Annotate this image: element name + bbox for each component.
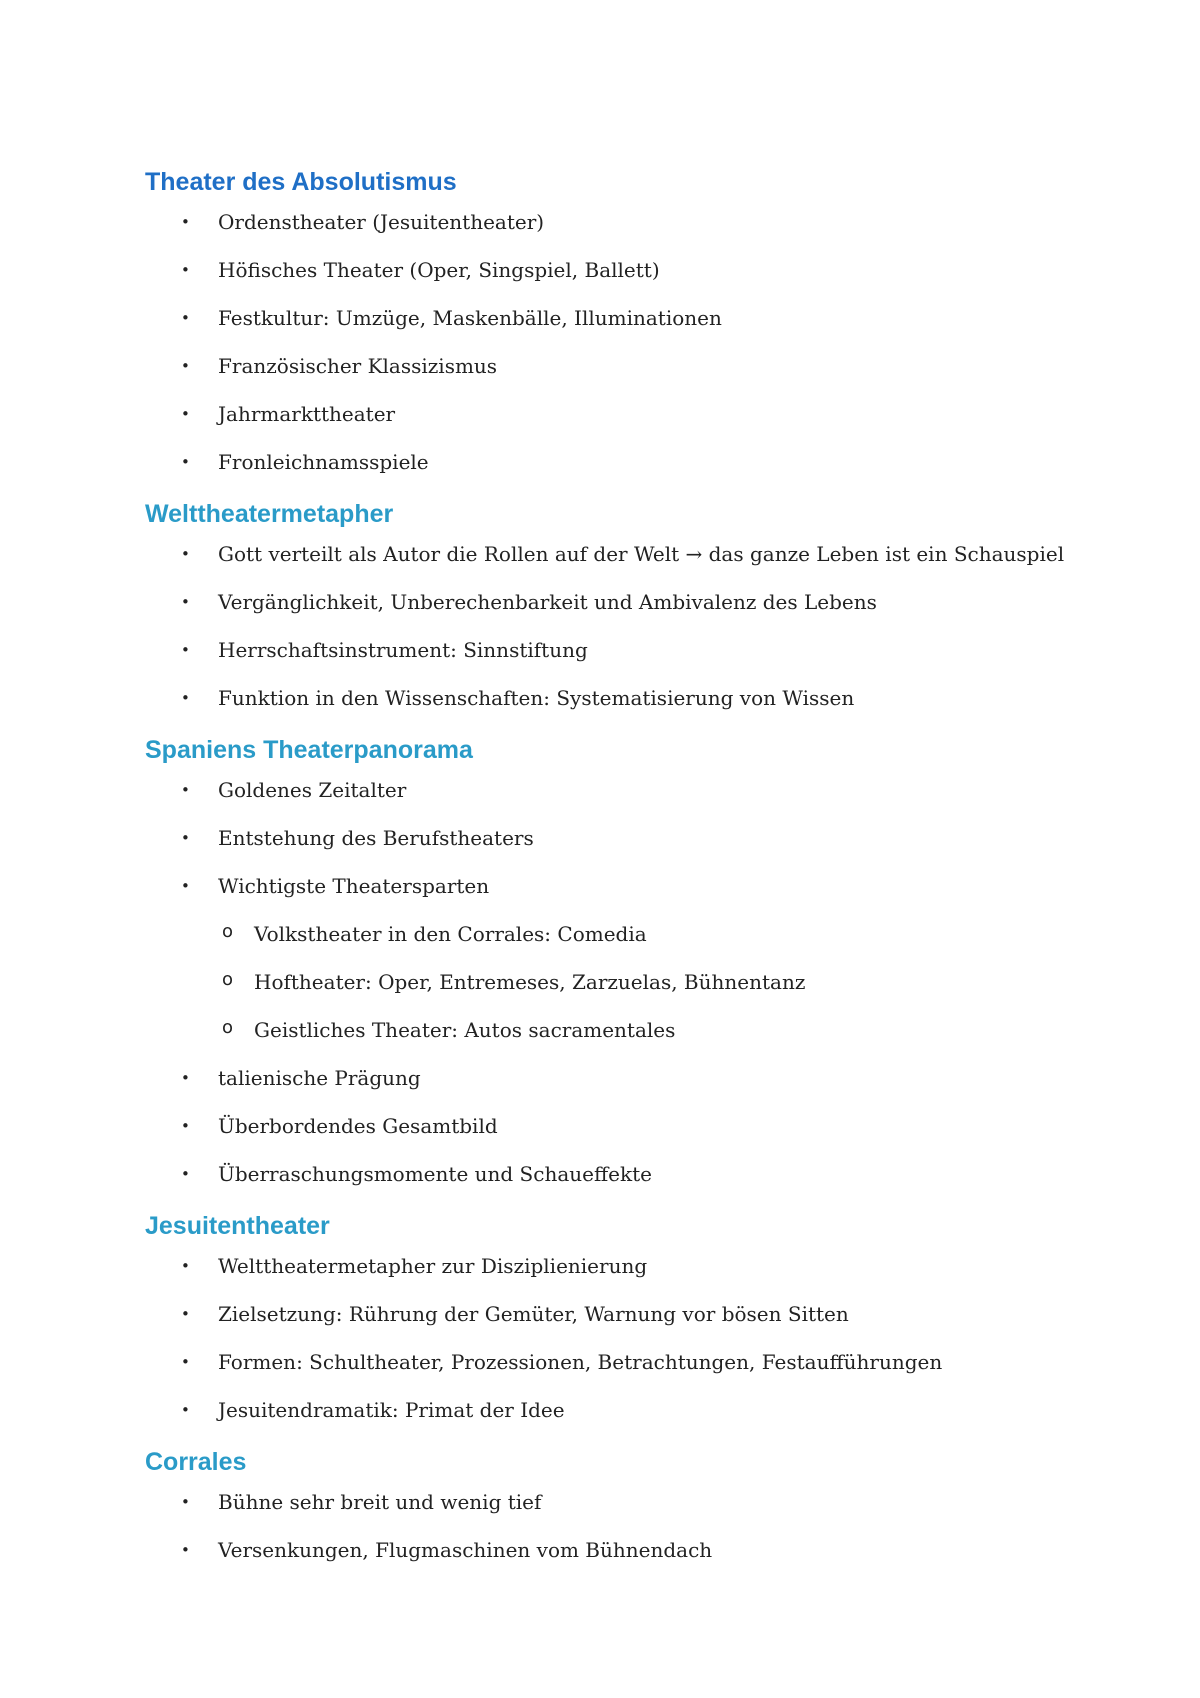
list-item	[145, 294, 1105, 342]
bullet-icon: •	[181, 1353, 190, 1371]
list-item	[145, 1386, 1105, 1434]
bullet-icon: •	[181, 545, 190, 563]
bullet-list	[145, 198, 1105, 486]
bullet-icon: •	[181, 1493, 190, 1511]
list-item	[145, 198, 1105, 246]
list-item	[145, 1338, 1105, 1386]
bullet-list	[145, 530, 1105, 722]
list-item	[145, 1526, 1105, 1574]
list-item-text: Entstehung des Berufstheaters	[218, 826, 534, 850]
list-item-text: Französischer Klassizismus	[218, 354, 498, 378]
list-item	[145, 438, 1105, 486]
list-item	[145, 342, 1105, 390]
bullet-icon: •	[181, 213, 190, 231]
hollow-bullet-icon: o	[222, 921, 234, 942]
hollow-bullet-icon: o	[222, 1017, 234, 1038]
list-item	[145, 1150, 1105, 1198]
list-item	[145, 530, 1105, 578]
list-item	[145, 626, 1105, 674]
list-item-text: Formen: Schultheater, Prozessionen, Betrachtungen, Festaufführungen	[218, 1350, 943, 1374]
list-item-text: Überbordendes Gesamtbild	[218, 1114, 498, 1138]
section-heading: Spaniens Theaterpanorama	[145, 736, 473, 764]
list-item-text: Ordenstheater (Jesuitentheater)	[218, 210, 545, 234]
list-item-text: Wichtigste Theatersparten	[218, 874, 490, 898]
list-item-text: Festkultur: Umzüge, Maskenbälle, Illuminationen	[218, 306, 722, 330]
bullet-list	[145, 766, 1105, 1198]
list-item-text: Höfisches Theater (Oper, Singspiel, Ballett)	[218, 258, 660, 282]
bullet-icon: •	[181, 261, 190, 279]
list-item-text: Gott verteilt als Autor die Rollen auf der Welt → das ganze Leben ist ein Schauspiel	[218, 542, 1065, 566]
list-item	[145, 766, 1105, 814]
section	[145, 734, 1105, 1198]
section-heading: Theater des Absolutismus	[145, 168, 457, 196]
bullet-icon: •	[181, 593, 190, 611]
list-item-text: Überraschungsmomente und Schaueffekte	[218, 1162, 653, 1186]
list-item-text: Fronleichnamsspiele	[218, 450, 429, 474]
list-item	[145, 1478, 1105, 1526]
hollow-bullet-icon: o	[222, 969, 234, 990]
list-item-text: Zielsetzung: Rührung der Gemüter, Warnung vor bösen Sitten	[218, 1302, 849, 1326]
bullet-icon: •	[181, 357, 190, 375]
list-item	[145, 246, 1105, 294]
bullet-icon: •	[181, 641, 190, 659]
list-item	[145, 1242, 1105, 1290]
list-item-text: Funktion in den Wissenschaften: Systematisierung von Wissen	[218, 686, 855, 710]
bullet-icon: •	[181, 1117, 190, 1135]
sub-list-item	[145, 1006, 1105, 1054]
list-item-text: Jahrmarkttheater	[218, 402, 396, 426]
list-item-text: Volkstheater in den Corrales: Comedia	[254, 922, 647, 946]
list-item-text: Herrschaftsinstrument: Sinnstiftung	[218, 638, 588, 662]
list-item	[145, 1102, 1105, 1150]
section	[145, 498, 1105, 722]
sub-list-item	[145, 910, 1105, 958]
section-heading: Welttheatermetapher	[145, 500, 394, 528]
bullet-icon: •	[181, 1257, 190, 1275]
list-item	[145, 390, 1105, 438]
list-item-text: Geistliches Theater: Autos sacramentales	[254, 1018, 676, 1042]
bullet-icon: •	[181, 781, 190, 799]
bullet-list	[145, 1242, 1105, 1434]
bullet-icon: •	[181, 1305, 190, 1323]
bullet-icon: •	[181, 453, 190, 471]
list-item	[145, 1054, 1105, 1102]
list-item-text: Welttheatermetapher zur Disziplienierung	[218, 1254, 648, 1278]
list-item	[145, 578, 1105, 626]
list-item	[145, 814, 1105, 862]
section	[145, 1446, 1105, 1574]
list-item-text: Hoftheater: Oper, Entremeses, Zarzuelas, Bühnentanz	[254, 970, 806, 994]
list-item-text: talienische Prägung	[218, 1066, 421, 1090]
list-item-text: Bühne sehr breit und wenig tief	[218, 1490, 542, 1514]
bullet-icon: •	[181, 1165, 190, 1183]
bullet-icon: •	[181, 829, 190, 847]
bullet-icon: •	[181, 1401, 190, 1419]
list-item	[145, 862, 1105, 910]
list-item	[145, 674, 1105, 722]
list-item-text: Versenkungen, Flugmaschinen vom Bühnendach	[218, 1538, 713, 1562]
section	[145, 166, 1105, 486]
list-item-text: Jesuitendramatik: Primat der Idee	[218, 1398, 565, 1422]
section-heading: Corrales	[145, 1448, 247, 1476]
list-item-text: Goldenes Zeitalter	[218, 778, 407, 802]
bullet-icon: •	[181, 405, 190, 423]
sub-list-item	[145, 958, 1105, 1006]
list-item	[145, 1290, 1105, 1338]
bullet-icon: •	[181, 1069, 190, 1087]
section-heading: Jesuitentheater	[145, 1212, 330, 1240]
document-content	[145, 166, 1105, 1586]
bullet-icon: •	[181, 1541, 190, 1559]
bullet-icon: •	[181, 689, 190, 707]
section	[145, 1210, 1105, 1434]
bullet-icon: •	[181, 877, 190, 895]
list-item-text: Vergänglichkeit, Unberechenbarkeit und Ambivalenz des Lebens	[218, 590, 877, 614]
bullet-icon: •	[181, 309, 190, 327]
bullet-list	[145, 1478, 1105, 1574]
